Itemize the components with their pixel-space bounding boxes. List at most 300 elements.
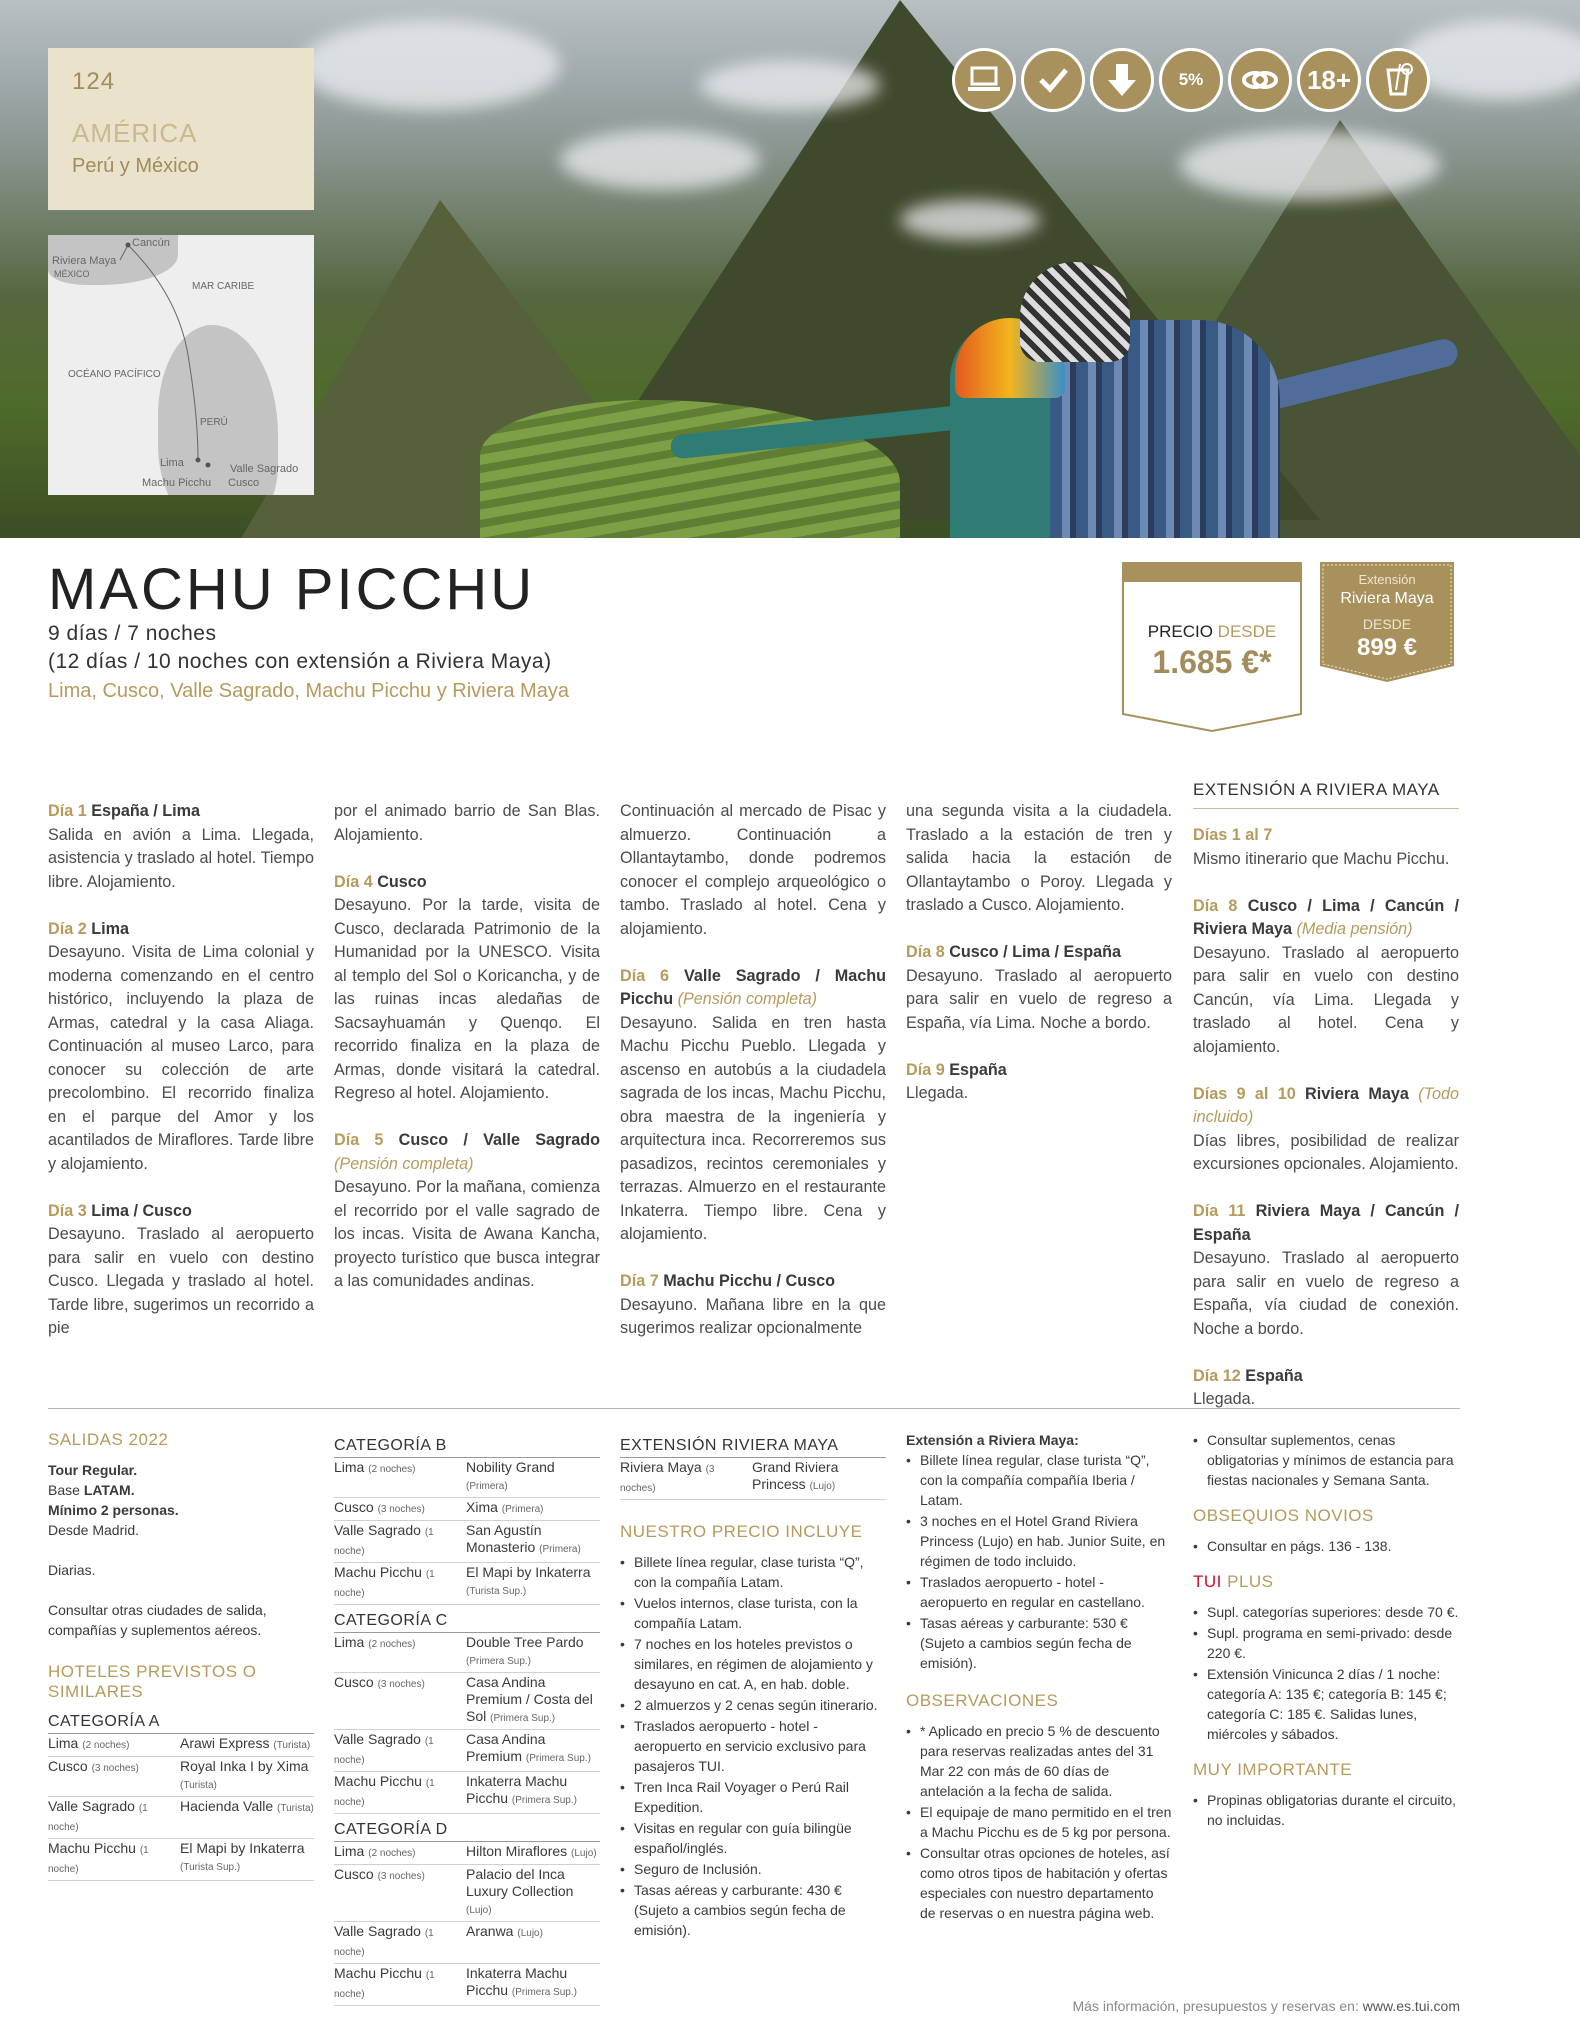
tui-plus-list <box>1193 1602 1459 1744</box>
trip-duration: 9 días / 7 noches <box>48 622 217 645</box>
map-label: Cancún <box>132 237 170 249</box>
hotel-city: Machu Picchu <box>334 1773 422 1789</box>
hotel-city-cell <box>334 1564 466 1602</box>
hotel-city-cell <box>334 1965 466 2003</box>
hotel-category: (Lujo) <box>809 1481 836 1492</box>
list-item: • El equipaje de mano permitido en el tren a Machu Picchu es de 5 kg por persona. <box>906 1802 1172 1842</box>
page-title: MACHU PICCHU <box>48 557 536 622</box>
cloud <box>560 130 760 190</box>
hotel-row <box>334 1633 600 1673</box>
day-title: Cusco / Valle Sagrado <box>398 1131 600 1149</box>
trip-route: Lima, Cusco, Valle Sagrado, Machu Picchu y Riviera Maya <box>48 680 569 702</box>
day-text: Desayuno. Traslado al aeropuerto para salir en vuelo con destino Cusco. Llegada y traslado al hotel. Tarde libre, sugerimos un recorrido a pie <box>48 1225 314 1337</box>
cloud <box>1180 130 1440 200</box>
hotel-city-cell <box>334 1459 466 1495</box>
download-icon <box>1090 48 1154 112</box>
hotel-row <box>334 1964 600 2006</box>
observaciones-title: OBSERVACIONES <box>906 1691 1059 1710</box>
day-heading <box>906 1059 1172 1083</box>
hotel-category: (Lujo) <box>571 1848 597 1859</box>
traveler-hat <box>1020 262 1130 362</box>
day-heading <box>48 1200 314 1224</box>
itinerary-day <box>1193 824 1459 871</box>
map-label: Lima <box>160 457 184 469</box>
price-badge <box>1122 562 1302 732</box>
hotel-row <box>334 1842 600 1865</box>
map-label: OCÉANO PACÍFICO <box>68 369 161 380</box>
hotel-name-cell <box>466 1674 600 1727</box>
hotel-category-title: CATEGORÍA B <box>334 1436 600 1458</box>
hotel-city-cell <box>334 1866 466 1919</box>
hotel-city-cell <box>48 1758 180 1794</box>
list-item: • Vuelos internos, clase turista, con la compañía Latam. <box>620 1593 886 1633</box>
itinerary-col-4 <box>906 800 1172 1129</box>
hotel-name-cell <box>466 1965 600 2003</box>
footer-text: Más información, presupuestos y reservas en: <box>1072 1998 1359 2014</box>
suplementos-list <box>1193 1430 1459 1490</box>
hotel-category: (Primera Sup.) <box>511 1987 577 1998</box>
check-icon <box>1021 48 1085 112</box>
page-number: 124 <box>72 68 116 95</box>
extension-name: Riviera Maya <box>1340 590 1434 607</box>
price-label-text: PRECIO <box>1147 622 1213 641</box>
feature-icons <box>952 48 1430 112</box>
hotel-category: (Turista) <box>180 1780 217 1791</box>
hotel-category: (Turista Sup.) <box>466 1586 527 1597</box>
day-text: Salida en avión a Lima. Llegada, asistencia y traslado al hotel. Tiempo libre. Alojamiento. <box>48 825 314 891</box>
importante-title: MUY IMPORTANTE <box>1193 1760 1353 1779</box>
hotel-name: El Mapi by Inkaterra <box>180 1840 305 1856</box>
meal-plan: (Pensión completa) <box>677 990 818 1008</box>
hotel-name: Inkaterra Machu Picchu <box>466 1965 568 1998</box>
tui-plus-title-a: TUI <box>1193 1572 1222 1591</box>
cloud <box>900 200 1040 240</box>
hotel-name-cell <box>466 1923 600 1961</box>
day-number: Días 1 al 7 <box>1193 826 1273 844</box>
day-number: Día 5 <box>334 1131 384 1149</box>
hotel-nights: (1 noche) <box>334 1928 434 1958</box>
hotel-nights: (1 noche) <box>334 1778 435 1808</box>
hotel-name-cell <box>752 1459 886 1497</box>
day-number: Día 2 <box>48 919 87 938</box>
hotel-nights: (1 noche) <box>334 1736 434 1766</box>
day-text: Continuación al mercado de Pisac y almuerzo. Continuación a Ollantaytambo, donde podremos conocer el complejo arqueológico o tambo. Traslado al hotel. Cena y alojamiento. <box>620 802 886 938</box>
hotel-nights: (3 noches) <box>377 1504 425 1515</box>
day-heading <box>1193 1200 1459 1247</box>
list-item: • Billete línea regular, clase turista “Q”, con la compañía compañía Iberia / Latam. <box>906 1450 1172 1510</box>
list-item: • Billete línea regular, clase turista “Q”, con la compañía Latam. <box>620 1552 886 1592</box>
cocktail-icon <box>1366 48 1430 112</box>
hotel-city: Valle Sagrado <box>48 1798 135 1814</box>
hotel-city: Machu Picchu <box>48 1840 136 1856</box>
salidas-title: SALIDAS 2022 <box>48 1430 169 1449</box>
subregion-title: Perú y México <box>72 155 199 177</box>
hotel-row <box>334 1458 600 1498</box>
hotels-title: HOTELES PREVISTOS O SIMILARES <box>48 1662 257 1701</box>
hotel-nights: (3 noches) <box>377 1871 425 1882</box>
day-text: Desayuno. Por la tarde, visita de Cusco, declarada Patrimonio de la Humanidad por la UNESCO. Visita al templo del Sol o Koricancha, y de las ruinas incas aledañas de Sacsayhuamán y Quenqo. El recorrido finaliza en la plaza de Armas, donde visitará la catedral. Regreso al hotel. Alojamiento. <box>334 896 600 1102</box>
hotel-category: (Lujo) <box>466 1905 492 1916</box>
meal-plan: (Todo incluido) <box>1193 1084 1460 1126</box>
itinerary-day <box>334 1129 600 1294</box>
hotel-name-cell <box>180 1758 314 1794</box>
region-title: AMÉRICA <box>72 118 198 148</box>
day-heading <box>334 1129 600 1176</box>
hotel-nights: (1 noche) <box>48 1803 148 1833</box>
hotel-name: San Agustín Monasterio <box>466 1522 542 1555</box>
map-label: PERÚ <box>200 417 228 428</box>
extension-price-badge <box>1320 562 1454 682</box>
itinerary-day <box>906 941 1172 1035</box>
hotel-city: Lima <box>334 1843 365 1859</box>
hotel-city: Cusco <box>48 1758 88 1774</box>
ext-incluye-title: Extensión a Riviera Maya: <box>906 1432 1079 1448</box>
hotel-row <box>48 1757 314 1797</box>
laptop-icon <box>952 48 1016 112</box>
hotel-category-title: CATEGORÍA A <box>48 1712 314 1734</box>
meal-plan: (Media pensión) <box>1296 920 1413 938</box>
hotel-nights: (3 noches) <box>377 1679 425 1690</box>
hotel-city: Machu Picchu <box>334 1965 422 1981</box>
hotel-nights: (2 noches) <box>368 1848 416 1859</box>
hotel-name: El Mapi by Inkaterra <box>466 1564 591 1580</box>
day-title: Machu Picchu / Cusco <box>663 1272 836 1290</box>
map-label: Valle Sagrado <box>230 463 299 475</box>
hotel-category-title: CATEGORÍA D <box>334 1820 600 1842</box>
day-text: Desayuno. Traslado al aeropuerto para salir en vuelo con destino Cancún, vía Lima. Llegada y traslado al hotel. Cena y alojamiento. <box>1193 943 1459 1056</box>
list-item: • 2 almuerzos y 2 cenas según itinerario. <box>620 1695 886 1715</box>
importante-list <box>1193 1790 1459 1830</box>
list-item: • Tasas aéreas y carburante: 530 € (Sujeto a cambios según fecha de emisión). <box>906 1613 1172 1673</box>
page-header-box <box>48 48 314 210</box>
hotel-category: (Turista) <box>277 1803 314 1814</box>
itinerary-day <box>334 871 600 1106</box>
hotel-city-cell <box>334 1843 466 1862</box>
salidas-base <box>48 1480 314 1500</box>
cloud <box>700 60 880 110</box>
hotel-city: Valle Sagrado <box>334 1923 421 1939</box>
day-text: Desayuno. Traslado al aeropuerto para salir en vuelo de regreso a España, vía ciudad de conexión. Noche a bordo. <box>1193 1249 1459 1338</box>
hotel-name-cell <box>466 1522 600 1560</box>
extension-price: 899 € <box>1356 634 1418 661</box>
day-heading <box>48 800 314 824</box>
list-item: • Extensión Vinicunca 2 días / 1 noche: categoría A: 135 €; categoría B: 145 €; categoría C: 185 €. Salidas lunes, miércoles y sábados. <box>1193 1664 1459 1744</box>
hotel-row <box>334 1521 600 1563</box>
adults-only-icon <box>1297 48 1361 112</box>
day-title: Cusco <box>377 872 427 891</box>
hotel-name-cell <box>180 1840 314 1878</box>
hotel-category: (Primera Sup.) <box>466 1656 532 1667</box>
hotel-name-cell <box>180 1735 314 1754</box>
hotel-city-cell <box>334 1731 466 1769</box>
hotel-category: (Primera Sup.) <box>511 1795 577 1806</box>
hotel-nights: (3 noches) <box>91 1763 139 1774</box>
day-title: Cusco / Lima / Cancún / Riviera Maya <box>1193 896 1459 938</box>
itinerary-day <box>620 965 886 1247</box>
list-item: • 7 noches en los hoteles previstos o similares, en régimen de alojamiento y desayuno en cat. A, en hab. doble. <box>620 1634 886 1694</box>
hotel-name: Xima <box>466 1499 498 1515</box>
day-heading <box>334 871 600 895</box>
day-number: Día 9 <box>906 1060 945 1079</box>
hotel-name-cell <box>466 1564 600 1602</box>
hotel-nights: (1 noche) <box>334 1569 435 1599</box>
hotel-name-cell <box>466 1634 600 1670</box>
hotel-row <box>48 1797 314 1839</box>
hotel-name-cell <box>466 1843 600 1862</box>
incluye-list <box>620 1552 886 1940</box>
day-number: Día 3 <box>48 1201 87 1220</box>
hotel-category: (Primera) <box>501 1504 544 1515</box>
list-item: • Tasas aéreas y carburante: 430 € (Sujeto a cambios según fecha de emisión). <box>620 1880 886 1940</box>
hotel-name: Palacio del Inca Luxury Collection <box>466 1866 574 1899</box>
day-text: por el animado barrio de San Blas. Alojamiento. <box>334 802 600 844</box>
itinerary-day <box>334 800 600 847</box>
day-title: España <box>1245 1366 1303 1385</box>
list-item: • Tren Inca Rail Voyager o Perú Rail Expedition. <box>620 1777 886 1817</box>
hotel-name-cell <box>180 1798 314 1836</box>
day-number: Día 1 <box>48 802 87 820</box>
map-label: MAR CARIBE <box>192 281 255 292</box>
day-number: Día 11 <box>1193 1202 1246 1220</box>
hotel-city-cell <box>334 1773 466 1811</box>
day-number: Día 8 <box>1193 896 1238 915</box>
day-heading <box>620 1270 886 1294</box>
hotel-row <box>620 1458 886 1500</box>
hotel-name: Hilton Miraflores <box>466 1843 568 1859</box>
hotel-city-cell <box>334 1634 466 1670</box>
day-heading <box>1193 895 1459 942</box>
itinerary-day <box>1193 1083 1459 1177</box>
hotel-city-cell <box>334 1522 466 1560</box>
itinerary-day <box>620 800 886 941</box>
day-heading <box>906 941 1172 965</box>
hotel-name: Nobility Grand <box>466 1459 555 1475</box>
price-label <box>1122 622 1302 642</box>
list-item: • Traslados aeropuerto - hotel - aeropuerto en regular en castellano. <box>906 1572 1172 1612</box>
hotel-nights: (2 noches) <box>368 1464 416 1475</box>
hotel-name-cell <box>466 1773 600 1811</box>
section-divider <box>48 1408 1460 1409</box>
hotel-name: Royal Inka I by Xima <box>180 1758 309 1774</box>
itinerary-col-1 <box>48 800 314 1364</box>
hotel-nights: (1 noche) <box>334 1970 435 2000</box>
hotel-row <box>334 1922 600 1964</box>
hotels-column <box>334 1430 600 2006</box>
hotel-name-cell <box>466 1866 600 1919</box>
incluye-column <box>620 1430 886 1941</box>
hotel-name: Hacienda Valle <box>180 1798 274 1814</box>
rings-icon <box>1228 48 1292 112</box>
hotel-category: (Primera) <box>539 1544 581 1555</box>
hotel-name-cell <box>466 1499 600 1518</box>
novios-list <box>1193 1536 1459 1556</box>
extension-itinerary-title: EXTENSIÓN A RIVIERA MAYA <box>1193 780 1459 809</box>
hotels-category-d <box>334 1820 600 2006</box>
adults-only-label: 18+ <box>1306 64 1352 95</box>
hotel-nights: (3 noches) <box>620 1464 715 1494</box>
route-map <box>48 235 314 495</box>
list-item: • Propinas obligatorias durante el circuito, no incluidas. <box>1193 1790 1459 1830</box>
ext-incluye-list <box>906 1450 1172 1673</box>
salidas-desde: Desde Madrid. <box>48 1522 140 1538</box>
day-text: Desayuno. Por la mañana, comienza el recorrido por el valle sagrado de los incas. Visita de Awana Kancha, proyecto turístico que busca integrar a las comunidades andinas. <box>334 1178 600 1290</box>
hotel-name: Casa Andina Premium <box>466 1731 546 1764</box>
hotel-name: Double Tree Pardo <box>466 1634 584 1650</box>
hotel-city: Cusco <box>334 1866 374 1882</box>
hotel-nights: (2 noches) <box>82 1740 130 1751</box>
day-text: Mismo itinerario que Machu Picchu. <box>1193 849 1450 868</box>
day-number: Día 8 <box>906 943 945 961</box>
hotel-row <box>48 1734 314 1757</box>
day-title: España / Lima <box>91 802 201 820</box>
list-item: • Seguro de Inclusión. <box>620 1859 886 1879</box>
day-heading <box>1193 824 1459 848</box>
itinerary-day <box>48 918 314 1177</box>
hotel-category: (Lujo) <box>517 1928 543 1939</box>
hotel-city: Cusco <box>334 1499 374 1515</box>
salidas-diarias: Diarias. <box>48 1562 96 1578</box>
extension-label: Extensión <box>1358 572 1416 587</box>
cloud <box>300 20 560 110</box>
day-title: Lima <box>91 919 129 938</box>
day-heading <box>1193 1365 1459 1389</box>
salidas-minimo: Mínimo 2 personas. <box>48 1502 179 1518</box>
itinerary-day <box>1193 1365 1459 1412</box>
hotel-city-cell <box>620 1459 752 1497</box>
hotel-nights: (2 noches) <box>368 1639 416 1650</box>
hotel-name: Casa Andina Premium / Costa del Sol <box>466 1674 593 1724</box>
day-text: Desayuno. Visita de Lima colonial y moderna comenzando en el centro histórico, incluyendo la plaza de Armas, catedral y la casa Aliaga. Continuación al museo Larco, para conocer su colección de arte precolombino. El recorrido finaliza en el parque del Amor y los acantilados de Miraflores. Tarde libre y alojamiento. <box>48 943 314 1173</box>
day-heading <box>1193 1083 1459 1130</box>
meal-plan: (Pensión completa) <box>334 1154 474 1173</box>
day-text: una segunda visita a la ciudadela. Traslado a la estación de tren y salida hacia la estación de Ollantaytambo o Poroy. Llegada y traslado a Cusco. Alojamiento. <box>906 802 1172 914</box>
day-title: Riviera Maya / Cancún / España <box>1193 1202 1459 1244</box>
footer <box>1000 1998 1460 2014</box>
extras-column <box>1193 1430 1459 1831</box>
day-title: Riviera Maya <box>1305 1084 1409 1103</box>
price-value: 1.685 €* <box>1152 644 1272 680</box>
salidas-base-value: LATAM. <box>83 1482 135 1498</box>
hotels-category-b <box>334 1436 600 1605</box>
itinerary-day <box>620 1270 886 1341</box>
hotel-name-cell <box>466 1731 600 1769</box>
day-title: España <box>949 1060 1007 1079</box>
hotel-category: (Primera Sup.) <box>490 1713 556 1724</box>
list-item: • Supl. programa en semi-privado: desde 220 €. <box>1193 1623 1459 1663</box>
list-item: • Consultar suplementos, cenas obligatorias y mínimos de estancia para fiestas nacionales y Semana Santa. <box>1193 1430 1459 1490</box>
map-label: Riviera Maya <box>52 255 117 267</box>
hotel-city-cell <box>334 1674 466 1727</box>
extension-incluye-column <box>906 1430 1172 1924</box>
footer-link[interactable]: www.es.tui.com <box>1362 1998 1460 2014</box>
day-number: Día 6 <box>620 966 670 985</box>
hotel-city: Lima <box>48 1735 79 1751</box>
hotel-row <box>334 1865 600 1922</box>
hotel-city: Riviera Maya <box>620 1459 702 1475</box>
list-item: • * Aplicado en precio 5 % de descuento para reservas realizadas antes del 31 Mar 22 con más de 60 días de antelación a la fecha de salida. <box>906 1721 1172 1801</box>
hotel-category: (Primera Sup.) <box>525 1753 591 1764</box>
hotel-row <box>334 1772 600 1814</box>
day-heading <box>48 918 314 942</box>
day-number: Día 4 <box>334 872 373 891</box>
hotel-category: (Turista) <box>273 1740 311 1751</box>
hotel-category: (Primera) <box>466 1481 508 1492</box>
day-text: Llegada. <box>1193 1390 1256 1408</box>
hotel-city-cell <box>48 1798 180 1836</box>
day-number: Día 12 <box>1193 1366 1241 1385</box>
price-desde: DESDE <box>1217 622 1277 641</box>
hotel-city-cell <box>48 1840 180 1878</box>
tui-plus-title <box>1193 1572 1459 1592</box>
hotel-category-title: EXTENSIÓN RIVIERA MAYA <box>620 1436 886 1458</box>
hotel-city: Cusco <box>334 1674 374 1690</box>
list-item: • Visitas en regular con guía bilingüe español/inglés. <box>620 1818 886 1858</box>
itinerary-col-2 <box>334 800 600 1317</box>
hotel-row <box>334 1563 600 1605</box>
day-heading <box>620 965 886 1012</box>
incluye-title: NUESTRO PRECIO INCLUYE <box>620 1522 863 1541</box>
hotel-nights: (1 noche) <box>334 1527 434 1557</box>
hotels-extension <box>620 1436 886 1500</box>
discount-label: 5% <box>1178 70 1204 89</box>
day-text: Desayuno. Traslado al aeropuerto para salir en vuelo de regreso a España, vía Lima. Noche a bordo. <box>906 966 1172 1032</box>
map-label: Machu Picchu <box>142 477 212 489</box>
day-title: Valle Sagrado / Machu Picchu <box>620 966 886 1008</box>
hotel-row <box>334 1498 600 1521</box>
day-title: Cusco / Lima / España <box>949 943 1122 961</box>
salidas-base-prefix: Base <box>48 1482 84 1498</box>
tui-plus-title-b: PLUS <box>1221 1572 1274 1591</box>
hotel-row <box>334 1673 600 1730</box>
itinerary-day <box>906 800 1172 918</box>
list-item: • Traslados aeropuerto - hotel - aeropuerto en servicio exclusivo para pasajeros TUI. <box>620 1716 886 1776</box>
novios-title: OBSEQUIOS NOVIOS <box>1193 1506 1374 1525</box>
list-item: • 3 noches en el Hotel Grand Riviera Princess (Lujo) en hab. Junior Suite, en régimen de todo incluido. <box>906 1511 1172 1571</box>
salidas-column <box>48 1430 314 1881</box>
day-text: Desayuno. Salida en tren hasta Machu Picchu Pueblo. Llegada y ascenso en autobús a la ciudadela sagrada de los incas, Machu Picchu, obra maestra de la ingeniería y arquitectura inca. Recorreremos sus pasadizos, recintos ceremoniales y terrazas. Almuerzo en el restaurante Inkaterra. Tiempo libre. Cena y alojamiento. <box>620 1013 886 1243</box>
hotel-name: Inkaterra Machu Picchu <box>466 1773 568 1806</box>
itinerary-col-5 <box>1193 824 1459 1435</box>
list-item: • Consultar otras opciones de hoteles, así como otros tipos de habitación y ofertas especiales con nuestro departamento de reservas o en nuestra página web. <box>906 1843 1172 1923</box>
hotel-name: Aranwa <box>466 1923 514 1939</box>
itinerary-day <box>1193 1200 1459 1341</box>
itinerary-day <box>906 1059 1172 1106</box>
hotel-city: Valle Sagrado <box>334 1522 421 1538</box>
hotel-nights: (1 noche) <box>48 1845 149 1875</box>
list-item: • Supl. categorías superiores: desde 70 €. <box>1193 1602 1459 1622</box>
map-label: MÉXICO <box>54 269 90 279</box>
trip-duration-extension: (12 días / 10 noches con extensión a Riviera Maya) <box>48 650 552 673</box>
hotel-city: Machu Picchu <box>334 1564 422 1580</box>
itinerary-day <box>1193 895 1459 1060</box>
hotel-name: Grand Riviera Princess <box>752 1459 839 1492</box>
hotel-row <box>334 1730 600 1772</box>
salidas-consultar: Consultar otras ciudades de salida, compañías y suplementos aéreos. <box>48 1602 267 1638</box>
hotel-name-cell <box>466 1459 600 1495</box>
itinerary-day <box>48 800 314 894</box>
day-text: Llegada. <box>906 1084 969 1102</box>
day-number: Día 7 <box>620 1272 659 1290</box>
hotels-category-a <box>48 1712 314 1881</box>
hotel-city: Lima <box>334 1459 365 1475</box>
day-text: Desayuno. Mañana libre en la que sugerimos realizar opcionalmente <box>620 1295 886 1337</box>
hotel-category-title: CATEGORÍA C <box>334 1611 600 1633</box>
hotel-city-cell <box>334 1499 466 1518</box>
hotel-name: Arawi Express <box>180 1735 270 1751</box>
hotel-city-cell <box>48 1735 180 1754</box>
salidas-tour: Tour Regular. <box>48 1462 138 1478</box>
list-item: • Consultar en págs. 136 - 138. <box>1193 1536 1459 1556</box>
